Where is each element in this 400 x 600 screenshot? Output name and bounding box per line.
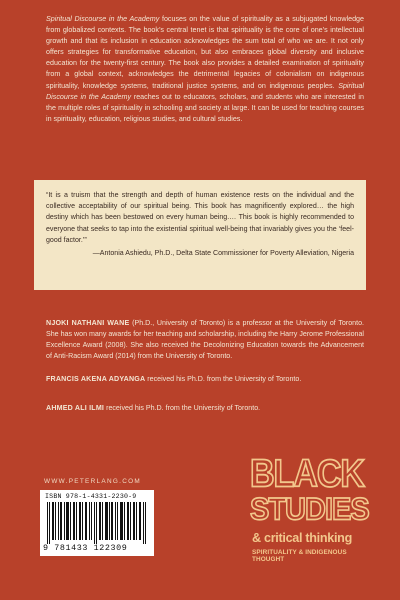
- author-name: FRANCIS AKENA ADYANGA: [46, 375, 146, 383]
- author-bio-text: (Ph.D., University of Toronto) is a professor at the University of Toronto. She has won many awards for her teaching and scholarship, including the Harry Jerome Professional Excellence Award (2008). She also received the Decolonizing Education towards the Advancement of Anti-Racism Award (2014) from the University of Toronto.: [46, 319, 364, 360]
- series-title-line3: & critical thinking: [252, 531, 352, 545]
- series-subtitle: SPIRITUALITY & INDIGENOUS THOUGHT: [252, 549, 347, 563]
- isbn-label: ISBN 978-1-4331-2230-9: [45, 493, 137, 500]
- author-name: AHMED ALI ILMI: [46, 404, 105, 412]
- author-bio-text: received his Ph.D. from the University of Toronto.: [104, 404, 261, 412]
- author-name: NJOKI NATHANI WANE: [46, 319, 130, 327]
- series-title-line1: BLACK: [250, 452, 364, 496]
- author-bio-adyanga: [46, 374, 364, 385]
- ean-digits: 9 781433 122309: [43, 543, 128, 553]
- author-bio-ilmi: [46, 403, 364, 414]
- series-logo: [250, 452, 378, 574]
- description-text-2: reaches out to educators, scholars, and students who are interested in the multiple roles of spirituality in schooling and society at large. It can be used for teaching courses in spirituality, education, religious studies, and cultural studies.: [46, 92, 364, 123]
- endorsement-box: [34, 180, 366, 290]
- barcode-panel: [40, 490, 154, 556]
- endorsement-attribution: —Antonia Ashiedu, Ph.D., Delta State Commissioner for Poverty Alleviation, Nigeria: [92, 250, 354, 258]
- endorsement-quote: “It is a truism that the strength and depth of human existence rests on the individual and the collective acceptability of our spiritual being. This book has magnificently explored… the high destiny which has been bestowed on every human being.… This book is highly recommended to everyone that seeks to tap into the existential spiritual well-being that invariably gives you the ‘feel-good factor.’”: [46, 192, 354, 244]
- author-bio-text: received his Ph.D. from the University of Toronto.: [145, 375, 302, 383]
- series-title-line2: STUDIES: [250, 492, 369, 528]
- book-title-italic-2: Spiritual Discourse in the Academy: [46, 81, 364, 101]
- book-title-italic: Spiritual Discourse in the Academy: [46, 15, 160, 23]
- barcode-image: [45, 502, 149, 544]
- publisher-url: WWW.PETERLANG.COM: [44, 478, 142, 485]
- book-description: [46, 14, 364, 125]
- author-bio-wane: [46, 318, 364, 362]
- description-text-1: focuses on the value of spirituality as a subjugated knowledge from globalized contexts. The book’s central tenet is that spirituality is the core of one’s intellectual growth and that its inclusion in education acknowledges the sum total of who we are. It not only offers strategies for transformative education, but also embraces global diversity and inclusive education for the twenty-first century. The book also provides a detailed examination of spirituality from a global context, acknowledges the detrimental legacies of colonialism on indigenous spirituality, knowledge systems, traditional justice systems, and on indigenous peoples.: [46, 15, 364, 90]
